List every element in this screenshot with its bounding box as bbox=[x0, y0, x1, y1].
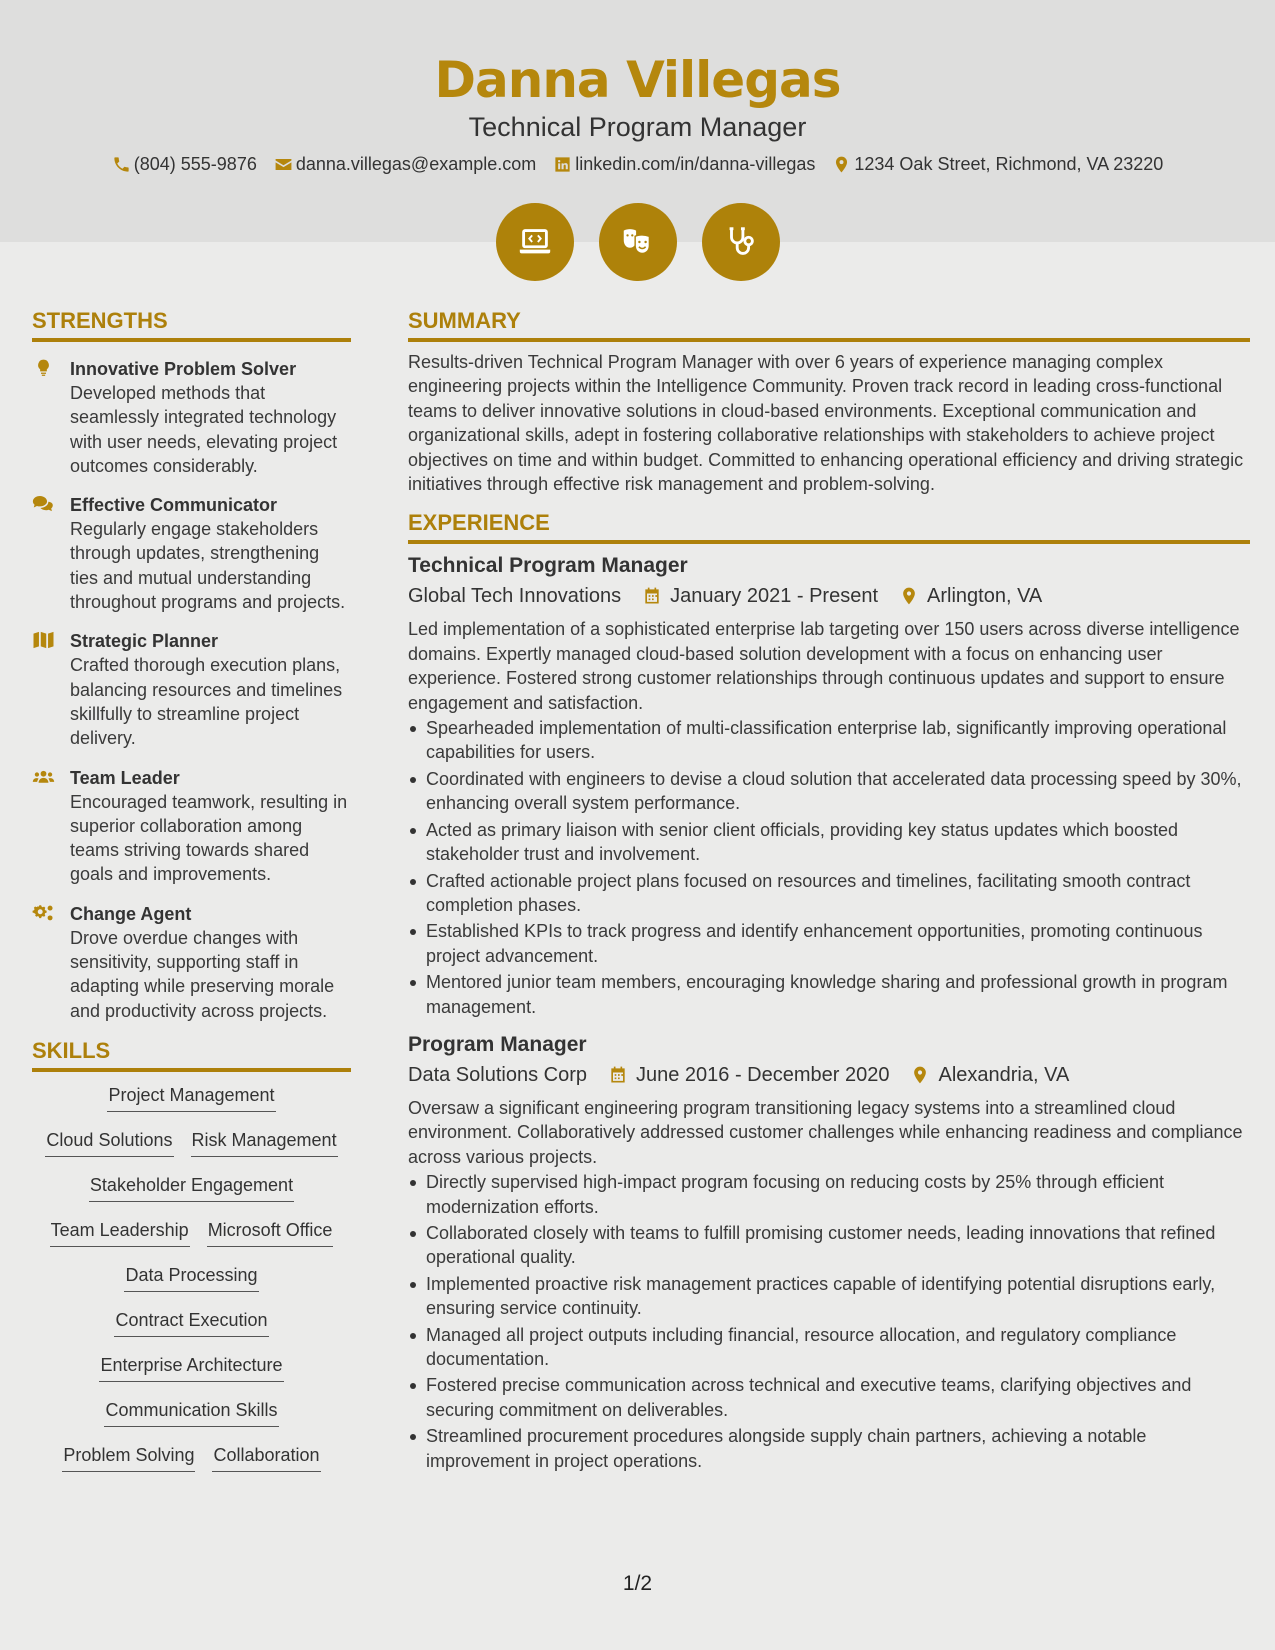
theater-masks-icon bbox=[619, 223, 657, 261]
strength-desc: Developed methods that seamlessly integrated technology with user needs, elevating project outcomes considerably. bbox=[70, 383, 338, 476]
contact-phone[interactable] bbox=[112, 152, 257, 176]
experience-heading: EXPERIENCE bbox=[408, 510, 1250, 544]
strength-item bbox=[32, 493, 351, 614]
badge-theater bbox=[599, 203, 677, 281]
job-title: Technical Program Manager bbox=[408, 554, 688, 578]
job-location: Arlington, VA bbox=[927, 585, 1043, 608]
skill-tag: Contract Execution bbox=[114, 1309, 268, 1337]
summary-text: Results-driven Technical Program Manager with over 6 years of experience managing complex engineering projects within the Intelligence Community. Proven track record in leading cross-functional teams to deliver innovative solutions in cloud-based environments. Exceptional communication and organizational skills, adept in fostering collaborative relationships with stakeholders to achieve project objectives on time and within budget. Committed to enhancing operational efficiency and driving strategic initiatives through effective risk management and problem-solving. bbox=[408, 352, 1244, 495]
job-description: Oversaw a significant engineering program transitioning legacy systems into a streamlined cloud environment. Collaboratively addressed customer challenges while enhancing readiness and compliance across various projects. bbox=[408, 1097, 1243, 1167]
bullet-item: Established KPIs to track progress and identify enhancement opportunities, promoting continuous project advancement. bbox=[408, 919, 1250, 968]
map-icon bbox=[32, 630, 55, 650]
bullet-item: Crafted actionable project plans focused on resources and timelines, facilitating smooth contract completion phases. bbox=[408, 869, 1250, 918]
stethoscope-icon bbox=[722, 223, 760, 261]
envelope-icon bbox=[274, 155, 293, 174]
bullet-item: Implemented proactive risk management practices capable of identifying potential disruptions early, ensuring service continuity. bbox=[408, 1272, 1250, 1321]
bullet-item: Directly supervised high-impact program focusing on reducing costs by 25% through efficient modernization efforts. bbox=[408, 1170, 1250, 1219]
bullet-item: Acted as primary liaison with senior client officials, providing key status updates which boosted stakeholder trust and involvement. bbox=[408, 818, 1250, 867]
job-location: Alexandria, VA bbox=[938, 1063, 1070, 1086]
left-column bbox=[32, 308, 351, 1489]
job-bullets bbox=[408, 716, 1250, 1019]
interest-badges bbox=[0, 203, 1275, 281]
candidate-name: Danna Villegas bbox=[434, 51, 841, 109]
job-company: Data Solutions Corp bbox=[408, 1063, 587, 1086]
contact-bar bbox=[0, 152, 1275, 176]
summary-heading: SUMMARY bbox=[408, 308, 1250, 342]
skill-tag: Communication Skills bbox=[104, 1399, 278, 1427]
users-icon bbox=[32, 767, 55, 787]
calendar-icon bbox=[608, 1065, 628, 1085]
contact-email[interactable] bbox=[274, 152, 536, 176]
contact-address bbox=[832, 152, 1163, 176]
strength-title: Innovative Problem Solver bbox=[70, 359, 297, 379]
skill-tag: Problem Solving bbox=[62, 1444, 195, 1472]
skill-tag: Risk Management bbox=[191, 1129, 338, 1157]
strengths-heading: STRENGTHS bbox=[32, 308, 351, 342]
strength-desc: Encouraged teamwork, resulting in superior collaboration among teams striving towards shared goals and improvements. bbox=[70, 791, 348, 885]
bullet-item: Spearheaded implementation of multi-classification enterprise lab, significantly improving operational capabilities for users. bbox=[408, 716, 1250, 765]
strength-title: Team Leader bbox=[70, 767, 180, 788]
linkedin-text: linkedin.com/in/danna-villegas bbox=[575, 154, 816, 174]
job-entry bbox=[408, 1031, 1250, 1473]
right-column bbox=[408, 308, 1250, 1475]
badge-medical bbox=[702, 203, 780, 281]
bullet-item: Collaborated closely with teams to fulfill promising customer needs, leading innovations that refined operational quality. bbox=[408, 1221, 1250, 1270]
skills-list bbox=[32, 1084, 351, 1489]
badge-technology bbox=[496, 203, 574, 281]
skill-tag: Project Management bbox=[107, 1084, 275, 1112]
job-dates: June 2016 - December 2020 bbox=[635, 1063, 890, 1086]
skill-tag: Stakeholder Engagement bbox=[89, 1174, 294, 1202]
address-text: 1234 Oak Street, Richmond, VA 23220 bbox=[854, 154, 1164, 174]
skills-heading: SKILLS bbox=[32, 1038, 351, 1072]
contact-linkedin[interactable] bbox=[553, 152, 815, 176]
phone-icon bbox=[112, 155, 131, 174]
comments-icon bbox=[32, 494, 55, 514]
job-company: Global Tech Innovations bbox=[408, 585, 622, 608]
job-entry bbox=[408, 552, 1250, 1019]
map-marker-icon bbox=[832, 155, 851, 174]
map-marker-icon bbox=[899, 586, 919, 606]
strength-item bbox=[32, 357, 351, 478]
skill-tag: Data Processing bbox=[124, 1264, 258, 1292]
linkedin-icon bbox=[553, 155, 572, 174]
job-dates: January 2021 - Present bbox=[670, 585, 879, 608]
strength-item bbox=[32, 766, 351, 887]
skill-tag: Collaboration bbox=[212, 1444, 320, 1472]
bullet-item: Mentored junior team members, encouraging knowledge sharing and professional growth in program management. bbox=[408, 970, 1250, 1019]
lightbulb-icon bbox=[32, 358, 55, 378]
strength-desc: Drove overdue changes with sensitivity, supporting staff in adapting while preserving morale and productivity across projects. bbox=[70, 927, 335, 1021]
bullet-item: Coordinated with engineers to devise a cloud solution that accelerated data processing speed by 30%, enhancing overall system performance. bbox=[408, 767, 1250, 816]
job-meta bbox=[408, 1061, 1250, 1089]
skill-tag: Microsoft Office bbox=[207, 1219, 334, 1247]
laptop-code-icon bbox=[516, 223, 554, 261]
strength-desc: Crafted thorough execution plans, balancing resources and timelines skillfully to streamline project delivery. bbox=[70, 655, 343, 749]
bullet-item: Streamlined procurement procedures alongside supply chain partners, achieving a notable improvement in project operations. bbox=[408, 1424, 1250, 1473]
phone-text: (804) 555-9876 bbox=[133, 154, 257, 174]
calendar-icon bbox=[642, 586, 662, 606]
bullet-item: Managed all project outputs including financial, resource allocation, and regulatory compliance documentation. bbox=[408, 1323, 1250, 1372]
candidate-title: Technical Program Manager bbox=[468, 112, 807, 142]
page-number: 1/2 bbox=[622, 1572, 653, 1595]
strength-item bbox=[32, 629, 351, 750]
strength-title: Effective Communicator bbox=[70, 495, 278, 516]
map-marker-icon bbox=[910, 1065, 930, 1085]
bullet-item: Fostered precise communication across technical and executive teams, clarifying objectives and securing commitment on deliverables. bbox=[408, 1373, 1250, 1422]
job-title: Program Manager bbox=[408, 1032, 587, 1056]
strengths-list bbox=[32, 357, 351, 1023]
cogs-icon bbox=[32, 903, 55, 923]
skill-tag: Cloud Solutions bbox=[45, 1129, 173, 1157]
job-bullets bbox=[408, 1170, 1250, 1473]
strength-title: Change Agent bbox=[70, 903, 192, 924]
job-meta bbox=[408, 582, 1250, 610]
skill-tag: Enterprise Architecture bbox=[99, 1354, 283, 1382]
strength-item bbox=[32, 902, 351, 1023]
skill-tag: Team Leadership bbox=[50, 1219, 190, 1247]
email-text: danna.villegas@example.com bbox=[295, 154, 537, 174]
job-description: Led implementation of a sophisticated enterprise lab targeting over 150 users across diverse intelligence domains. Expertly managed cloud-based solution development with a focus on enhancing user experience. Fostered strong customer relationships through continuous updates and support to ensure engagement and satisfaction. bbox=[408, 619, 1240, 713]
strength-title: Strategic Planner bbox=[70, 631, 219, 652]
strength-desc: Regularly engage stakeholders through updates, strengthening ties and mutual understanding throughout programs and projects. bbox=[70, 519, 346, 613]
